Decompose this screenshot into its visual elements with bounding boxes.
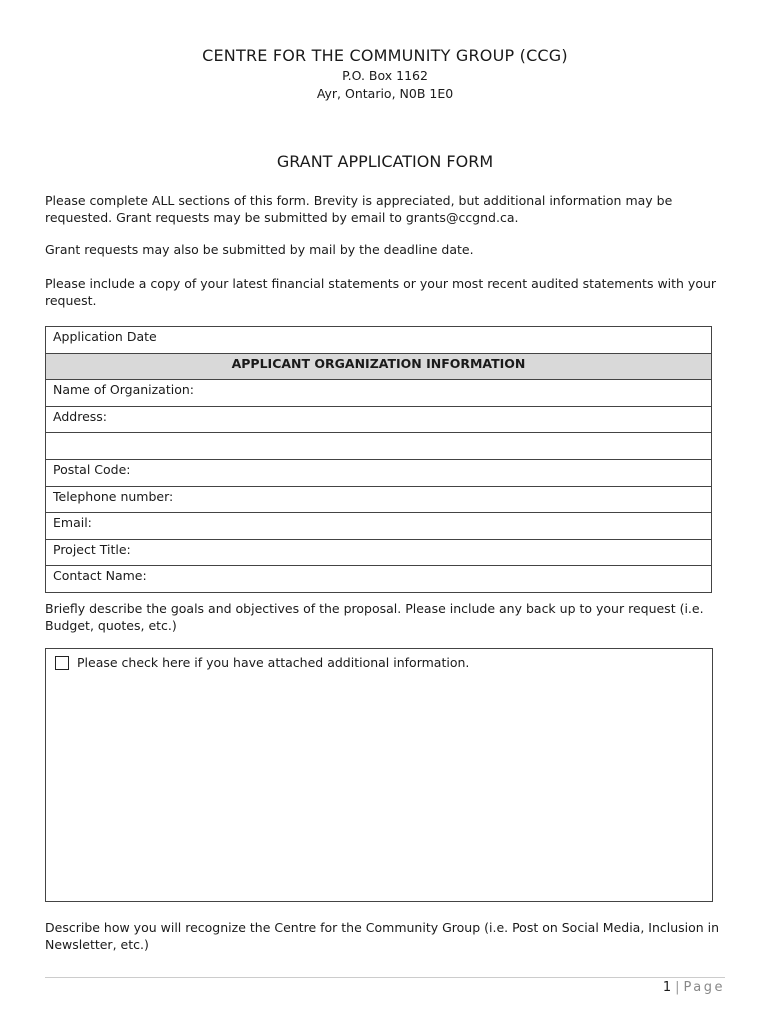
address-line2-field[interactable] xyxy=(46,433,712,460)
organization-name-field[interactable]: Name of Organization: xyxy=(46,380,712,407)
address-field[interactable]: Address: xyxy=(46,406,712,433)
footer-divider xyxy=(45,977,725,978)
page-footer xyxy=(663,980,725,995)
application-date-field[interactable]: Application Date xyxy=(46,327,712,354)
contact-name-field[interactable]: Contact Name: xyxy=(46,566,712,593)
po-box-address: P.O. Box 1162 xyxy=(342,68,428,83)
attachment-checkbox-label: Please check here if you have attached additional information. xyxy=(77,655,470,670)
city-address: Ayr, Ontario, N0B 1E0 xyxy=(316,86,454,101)
intro-mail-note: Grant requests may also be submitted by mail by the deadline date. xyxy=(45,242,474,257)
page-number: 1 xyxy=(662,980,672,995)
page-label: Page xyxy=(683,980,725,995)
intro-instructions: Please complete ALL sections of this form. Brevity is appreciated, but additional information may be requested. Grant requests may be submitted by email to grants@ccgnd.ca. xyxy=(45,193,673,225)
goals-response-box[interactable] xyxy=(45,648,713,902)
recognition-prompt: Describe how you will recognize the Centre for the Community Group (i.e. Post on Social Media, Inclusion in Newsletter, etc.) xyxy=(45,920,720,952)
project-title-field[interactable]: Project Title: xyxy=(46,539,712,566)
email-field[interactable]: Email: xyxy=(46,513,712,540)
postal-code-field[interactable]: Postal Code: xyxy=(46,459,712,486)
attachment-checkbox[interactable] xyxy=(55,656,69,670)
form-title: GRANT APPLICATION FORM xyxy=(276,152,494,171)
telephone-field[interactable]: Telephone number: xyxy=(46,486,712,513)
organization-title: CENTRE FOR THE COMMUNITY GROUP (CCG) xyxy=(202,46,568,65)
intro-financial-note: Please include a copy of your latest financial statements or your most recent audited statements with your request. xyxy=(45,276,717,308)
goals-prompt: Briefly describe the goals and objectives of the proposal. Please include any back up to your request (i.e. Budget, quotes, etc.) xyxy=(45,601,704,633)
footer-separator: | xyxy=(675,980,680,995)
applicant-info-table xyxy=(45,326,712,593)
section-header: APPLICANT ORGANIZATION INFORMATION xyxy=(46,353,712,380)
